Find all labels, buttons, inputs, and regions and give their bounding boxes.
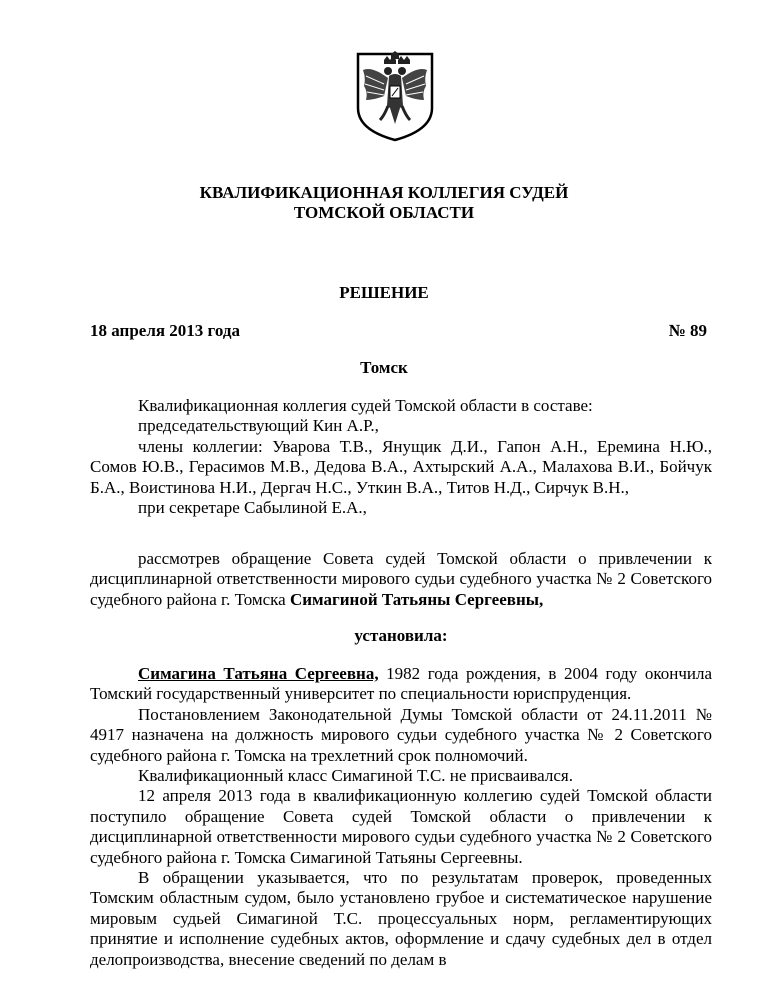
considered-block (90, 549, 712, 610)
decision-city: Томск (360, 358, 408, 377)
paragraph-2: Постановлением Законодательной Думы Томской области от 24.11.2011 № 4917 назначена на должность мирового судьи судебного участка № 2 Советского судебного района г. Томска на трехлетний срок полномочий. (90, 704, 712, 765)
judge-name-bold: Симагиной Татьяны Сергеевны, (289, 589, 544, 609)
judge-name-underlined: Симагина Татьяна Сергеевна, (138, 664, 379, 683)
decision-date: 18 апреля 2013 года (90, 321, 240, 340)
decision-number: № 89 (668, 321, 707, 340)
paragraph-1 (90, 664, 712, 705)
paragraph-3: Квалификационный класс Симагиной Т.С. не присваивался. (138, 766, 573, 786)
composition-secretary: при секретаре Сабылиной Е.А., (138, 498, 367, 518)
considered-text: рассмотрев обращение Совета судей Томской области о привлечении к дисциплинарной ответственности мирового судьи судебного участка № 2 Советского судебного района г. Томска (90, 549, 712, 609)
composition-chair: председательствующий Кин А.Р., (138, 416, 379, 436)
document-type: РЕШЕНИЕ (339, 283, 429, 302)
composition-block (90, 396, 712, 518)
established-heading: установила: (354, 626, 448, 645)
established-heading-block (90, 626, 712, 646)
paragraph-4: 12 апреля 2013 года в квалификационную коллегию судей Томской области поступило обращение Совета судей Томской области о привлечении к дисциплинарной ответственности мирового судьи судебного участка № 2 Советского судебного района г. Томска Симагиной Татьяны Сергеевны. (90, 786, 712, 867)
paragraph-1-text: 1982 года рождения, в 2004 году окончила Томский государственный университет по специальности юриспруденция. (90, 664, 712, 704)
org-name-line-2: ТОМСКОЙ ОБЛАСТИ (293, 203, 475, 222)
org-name-line-1: КВАЛИФИКАЦИОННАЯ КОЛЛЕГИЯ СУДЕЙ (199, 183, 569, 202)
paragraph-5: В обращении указывается, что по результатам проверок, проведенных Томским областным судом, было установлено грубое и систематическое нарушение мировым судьей Симагиной Т.С. процессуальных норм, регламентирующих принятие и исполнение судебных актов, оформление и сдачу судебных дел в отдел делопроизводства, внесение сведений по делам в (90, 868, 712, 969)
considered-paragraph (90, 549, 712, 610)
composition-intro: Квалификационная коллегия судей Томской области в составе: (138, 396, 593, 415)
facts-block (90, 664, 712, 970)
coat-of-arms-icon (354, 50, 436, 142)
composition-members: члены коллегии: Уварова Т.В., Янущик Д.И., Гапон А.Н., Еремина Н.Ю., Сомов Ю.В., Герасимов М.В., Дедова В.А., Ахтырский А.А., Малахова В.И., Бойчук Б.А., Воистинова Н.И., Дергач Н.С., Уткин В.А., Титов Н.Д., Сирчук В.Н., (90, 436, 712, 497)
